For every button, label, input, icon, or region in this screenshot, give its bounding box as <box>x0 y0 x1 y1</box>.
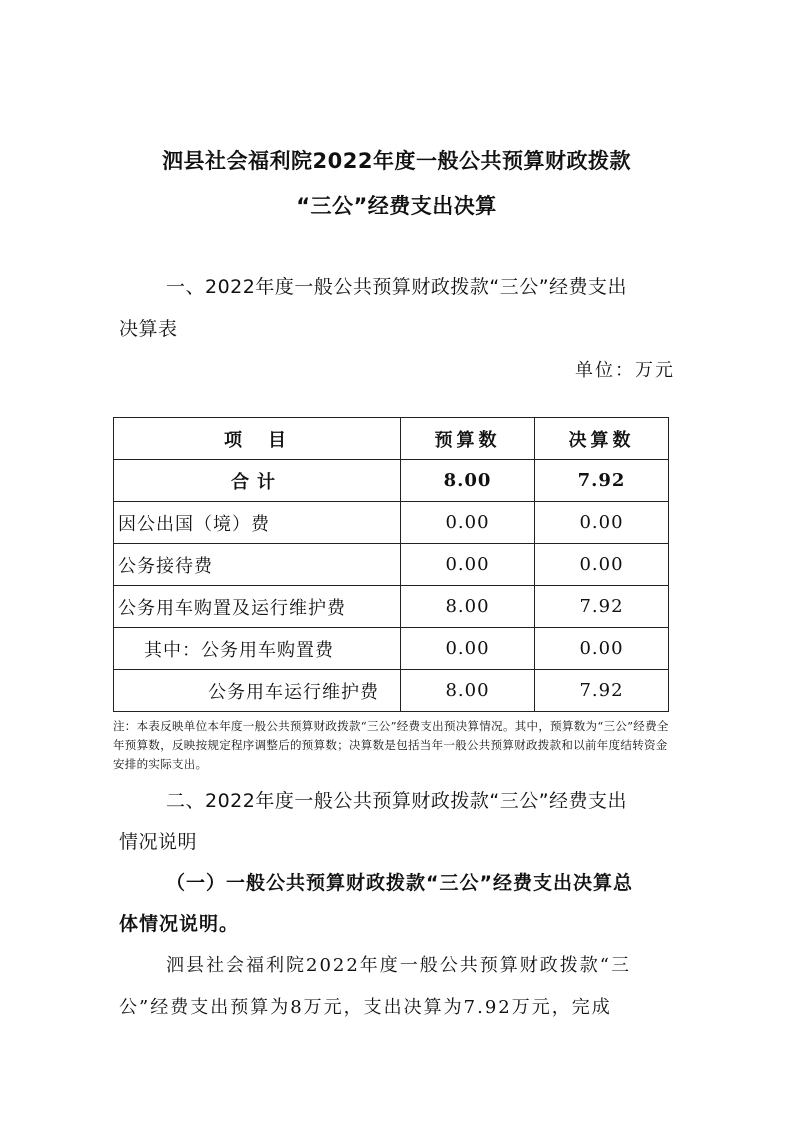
row-item: 合计 <box>114 460 401 502</box>
table-row-total <box>114 460 669 502</box>
row-budget: 8.00 <box>400 586 534 628</box>
row-item: 公务用车运行维护费 <box>114 670 401 712</box>
unit-label: 单位：万元 <box>575 360 675 381</box>
row-final: 7.92 <box>534 670 668 712</box>
document-title-line-1: 泗县社会福利院2022年度一般公共预算财政拨款 <box>162 149 631 173</box>
row-final: 0.00 <box>534 544 668 586</box>
row-budget: 0.00 <box>400 502 534 544</box>
table-note: 注：本表反映单位本年度一般公共预算财政拨款“三公”经费支出预决算情况。其中，预算数为“三公”经费全年预算数，反映按规定程序调整后的预算数；决算数是包括当年一般公共预算财政拨款和以前年度结转资金安排的实际支出。 <box>113 719 669 771</box>
row-budget: 8.00 <box>400 670 534 712</box>
row-item: 公务用车购置及运行维护费 <box>114 586 401 628</box>
row-final: 7.92 <box>534 586 668 628</box>
table-row <box>114 544 669 586</box>
table-row <box>114 628 669 670</box>
document-title-line-2: “三公”经费支出决算 <box>296 194 497 218</box>
row-final: 0.00 <box>534 502 668 544</box>
table-header-row <box>114 418 669 460</box>
row-budget: 8.00 <box>400 460 534 502</box>
table-row <box>114 586 669 628</box>
paragraph-line-1: 泗县社会福利院2022年度一般公共预算财政拨款“三 <box>166 955 632 976</box>
row-item: 因公出国（境）费 <box>114 502 401 544</box>
table-row <box>114 502 669 544</box>
three-public-expenditure-table <box>113 417 669 712</box>
section-2-heading-cont: 情况说明 <box>119 831 198 853</box>
section-1-heading-cont: 决算表 <box>119 318 178 340</box>
subsection-heading-cont: 体情况说明。 <box>119 913 240 935</box>
row-final: 0.00 <box>534 628 668 670</box>
row-budget: 0.00 <box>400 628 534 670</box>
row-budget: 0.00 <box>400 544 534 586</box>
header-item: 项 目 <box>114 418 401 460</box>
row-item: 其中：公务用车购置费 <box>114 628 401 670</box>
section-1-heading: 一、2022年度一般公共预算财政拨款“三公”经费支出 <box>166 276 628 298</box>
section-2-heading: 二、2022年度一般公共预算财政拨款“三公”经费支出 <box>166 790 628 812</box>
row-item: 公务接待费 <box>114 544 401 586</box>
subsection-heading: （一）一般公共预算财政拨款“三公”经费支出决算总 <box>166 872 633 894</box>
table-row <box>114 670 669 712</box>
header-budget: 预算数 <box>400 418 534 460</box>
header-final: 决算数 <box>534 418 668 460</box>
paragraph-line-2: 公”经费支出预算为8万元，支出决算为7.92万元，完成 <box>119 997 612 1018</box>
row-final: 7.92 <box>534 460 668 502</box>
